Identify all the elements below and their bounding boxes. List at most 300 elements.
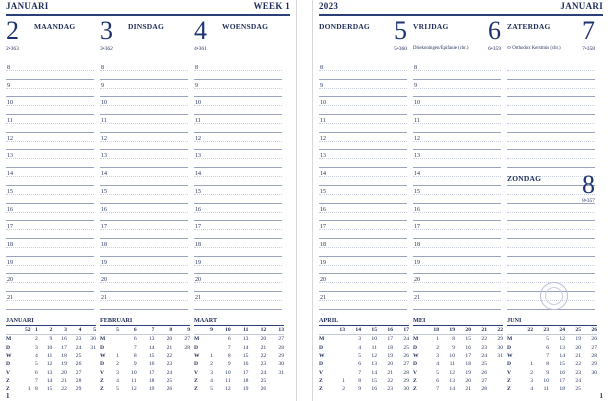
date-cell: 19	[61, 361, 67, 368]
date-cell: 1	[436, 336, 439, 343]
hour-row[interactable]	[6, 292, 94, 310]
day-number: 2	[6, 16, 19, 45]
day-number: 6	[488, 16, 501, 45]
day-of-year: 6•359	[488, 46, 501, 52]
date-cell: 7	[358, 369, 361, 376]
day-of-year: 4•361	[194, 46, 207, 52]
hour-row[interactable]	[319, 221, 407, 239]
hour-row[interactable]	[194, 80, 282, 98]
date-cell: 1	[116, 353, 119, 360]
hour-label: 17	[101, 224, 107, 231]
hour-row[interactable]	[194, 97, 282, 115]
hour-row[interactable]	[194, 150, 282, 168]
hour-row[interactable]	[413, 80, 501, 98]
hour-row[interactable]	[413, 97, 501, 115]
hour-label: 16	[414, 206, 420, 213]
date-cell: 16	[559, 369, 565, 376]
hour-row[interactable]	[319, 186, 407, 204]
hour-row[interactable]	[100, 257, 188, 275]
day-of-year: 8•357	[582, 198, 595, 204]
hour-label: 14	[7, 171, 13, 178]
date-cell: 2	[436, 344, 439, 351]
hour-row[interactable]	[413, 204, 501, 222]
date-cell: 26	[591, 336, 597, 343]
hour-row[interactable]	[100, 97, 188, 115]
week-number: 19	[439, 326, 455, 335]
hour-label: 9	[320, 82, 323, 89]
date-cell: 16	[148, 361, 155, 368]
date-cell: 18	[61, 353, 67, 360]
hour-row[interactable]	[6, 204, 94, 222]
hour-row[interactable]	[507, 97, 595, 115]
hour-row[interactable]	[6, 274, 94, 292]
date-cell: 29	[403, 377, 409, 384]
hour-row[interactable]	[100, 239, 188, 257]
weekday-letter: D	[194, 344, 199, 351]
date-cell: 27	[591, 344, 597, 351]
hour-row[interactable]	[413, 168, 501, 186]
weekday-letter: Z	[6, 377, 10, 384]
date-cell	[487, 377, 503, 385]
day-name: MAANDAG	[34, 22, 76, 31]
date-cell: 24	[481, 353, 487, 360]
date-cell: 31	[278, 369, 284, 376]
date-cell: 3	[35, 344, 38, 351]
mini-calendar-title: JANUARI	[6, 317, 96, 326]
hour-label: 12	[320, 135, 326, 142]
weekday-letter: W	[194, 353, 200, 360]
date-cell: 24	[575, 377, 581, 384]
date-cell: 7	[436, 386, 439, 393]
date-cell: 28	[75, 377, 82, 384]
weekday-letter: Z	[507, 386, 511, 393]
hour-label: 8	[195, 65, 198, 71]
hour-row[interactable]	[319, 274, 407, 292]
date-cell: 25	[481, 361, 487, 368]
hour-label: 19	[7, 259, 13, 266]
week-number: 13	[266, 326, 284, 335]
hour-row[interactable]	[194, 168, 282, 186]
date-cell: 9	[49, 336, 53, 343]
hour-label: 12	[101, 135, 107, 142]
date-cell	[110, 335, 119, 344]
hour-row[interactable]	[6, 80, 94, 98]
date-cell: 22	[387, 377, 393, 384]
left-page-header	[6, 0, 290, 16]
hour-label: 16	[195, 206, 201, 213]
hour-row[interactable]	[507, 239, 595, 257]
day-name: VRIJDAG	[413, 22, 449, 31]
hour-row[interactable]	[319, 115, 407, 133]
week-number: 2	[38, 326, 53, 335]
hour-row[interactable]	[6, 257, 94, 275]
date-cell	[81, 360, 96, 368]
hour-row[interactable]	[100, 133, 188, 151]
hour-row[interactable]	[319, 80, 407, 98]
month-label: JANUARI	[560, 1, 603, 11]
hour-label: 15	[195, 188, 201, 195]
date-cell: 11	[225, 377, 231, 384]
date-cell	[329, 335, 345, 344]
week-number: 18	[423, 326, 439, 335]
hour-row[interactable]	[413, 150, 501, 168]
date-cell: 5	[210, 386, 213, 393]
holiday-note: Driekoningen/Epifanie (chr.)	[413, 46, 469, 51]
hour-label: 17	[320, 224, 326, 231]
weekday-letter: D	[194, 361, 199, 368]
hour-row[interactable]	[319, 62, 407, 80]
week-number: 22	[517, 326, 533, 335]
hour-row[interactable]	[319, 292, 407, 310]
hour-label: 11	[414, 118, 420, 125]
date-cell: 27	[403, 361, 409, 368]
weekday-letter: V	[507, 369, 512, 376]
date-cell	[204, 344, 213, 352]
date-cell: 11	[46, 353, 53, 360]
date-cell: 20	[465, 377, 471, 384]
date-cell: 10	[371, 336, 377, 343]
hour-row[interactable]	[194, 292, 282, 310]
date-cell: 11	[449, 361, 455, 368]
hour-row[interactable]	[413, 292, 501, 310]
hour-row[interactable]	[100, 115, 188, 133]
date-cell: 18	[465, 361, 471, 368]
hour-label: 14	[195, 171, 201, 178]
date-cell: 6	[35, 369, 38, 376]
hour-row[interactable]	[413, 257, 501, 275]
hour-label: 11	[320, 118, 326, 125]
hour-row[interactable]	[6, 221, 94, 239]
date-cell: 28	[184, 344, 190, 351]
week-number: 22	[487, 326, 503, 335]
mini-calendar-title: FEBRUARI	[100, 317, 190, 326]
date-cell: 18	[559, 386, 565, 393]
date-cell: 17	[465, 353, 471, 360]
date-cell	[81, 377, 96, 385]
date-cell: 13	[559, 344, 565, 351]
date-cell: 22	[481, 336, 487, 343]
date-cell: 20	[260, 336, 267, 343]
hour-row[interactable]	[413, 115, 501, 133]
date-cell: 26	[403, 353, 409, 360]
date-cell: 6	[436, 377, 439, 384]
weekday-letter: D	[319, 361, 324, 368]
hour-row[interactable]	[100, 274, 188, 292]
date-cell: 1	[530, 361, 533, 368]
date-cell: 27	[481, 377, 487, 384]
hour-row[interactable]	[194, 274, 282, 292]
hour-row[interactable]	[194, 221, 282, 239]
hour-row[interactable]	[194, 186, 282, 204]
hour-row[interactable]	[100, 186, 188, 204]
hour-row[interactable]	[507, 133, 595, 151]
date-cell: 8	[546, 361, 549, 368]
date-cell	[487, 360, 503, 368]
date-cell: 6	[227, 336, 231, 343]
date-cell: 10	[46, 344, 53, 351]
day-name: ZATERDAG	[507, 22, 551, 31]
date-cell: 24	[75, 344, 82, 351]
hour-label: 14	[101, 171, 107, 178]
date-cell: 6	[546, 344, 549, 351]
date-cell: 20	[166, 336, 173, 343]
hour-label: 13	[195, 153, 201, 160]
hour-row[interactable]	[319, 150, 407, 168]
date-cell: 20	[387, 361, 393, 368]
date-cell	[329, 344, 345, 352]
weekday-letter: V	[319, 369, 324, 376]
week-number: 11	[231, 326, 249, 335]
hour-row[interactable]	[6, 150, 94, 168]
hour-row[interactable]	[194, 133, 282, 151]
hour-label: 13	[320, 153, 326, 160]
hour-row[interactable]	[194, 257, 282, 275]
hour-label: 17	[414, 224, 420, 231]
hour-row[interactable]	[194, 62, 282, 80]
hour-label: 10	[320, 100, 326, 107]
date-cell: 13	[46, 369, 53, 376]
hour-label: 15	[101, 188, 107, 195]
date-cell	[172, 352, 190, 360]
hour-label: 13	[414, 153, 420, 160]
week-number: 16	[377, 326, 393, 335]
sunday-block	[507, 172, 595, 232]
weekday-letter: D	[319, 344, 324, 351]
hour-label: 8	[7, 65, 10, 71]
date-cell: 28	[278, 344, 284, 351]
hour-row[interactable]	[100, 62, 188, 80]
hour-label: 21	[414, 294, 420, 301]
hour-row[interactable]	[413, 62, 501, 80]
date-cell: 27	[184, 336, 190, 343]
date-cell	[81, 352, 96, 360]
weekday-letter: W	[413, 353, 419, 360]
year-label: 2023	[319, 1, 339, 11]
hour-row[interactable]	[413, 186, 501, 204]
weekday-letter: V	[194, 369, 199, 376]
week-number: 7	[137, 326, 155, 335]
hour-row[interactable]	[6, 115, 94, 133]
hour-label: 21	[101, 294, 107, 301]
weekday-letter: M	[194, 336, 200, 343]
date-cell: 2	[530, 369, 533, 376]
hour-row[interactable]	[319, 133, 407, 151]
date-cell: 30	[90, 336, 96, 343]
weekday-letter: Z	[194, 386, 198, 393]
date-cell: 14	[148, 344, 155, 351]
mini-calendar-februari	[100, 317, 190, 393]
hour-label: 8	[414, 65, 417, 71]
hour-row[interactable]	[507, 80, 595, 98]
date-cell: 5	[116, 386, 119, 393]
week-number: 5	[110, 326, 119, 335]
hour-row[interactable]	[100, 150, 188, 168]
date-cell: 20	[61, 369, 67, 376]
hour-row[interactable]	[100, 168, 188, 186]
date-cell: 29	[591, 361, 597, 368]
date-cell	[81, 368, 96, 376]
date-cell: 2	[342, 386, 345, 393]
page-number: 1	[599, 392, 603, 400]
hour-label: 15	[320, 188, 326, 195]
hour-row[interactable]	[507, 62, 595, 80]
hour-row[interactable]	[507, 115, 595, 133]
date-cell	[16, 368, 31, 376]
date-cell: 5	[35, 361, 38, 368]
hour-row[interactable]	[319, 239, 407, 257]
hour-row[interactable]	[6, 133, 94, 151]
date-cell	[329, 360, 345, 368]
date-cell: 19	[465, 369, 471, 376]
date-cell	[517, 352, 533, 360]
weekday-letter: V	[6, 369, 11, 376]
hour-label: 11	[101, 118, 107, 125]
date-cell: 30	[497, 344, 503, 351]
date-cell: 9	[227, 361, 231, 368]
hour-label: 15	[414, 188, 420, 195]
date-cell: 15	[559, 361, 565, 368]
weekday-letter: W	[100, 353, 106, 360]
date-cell	[172, 385, 190, 393]
date-cell: 18	[387, 344, 393, 351]
date-cell: 8	[227, 353, 231, 360]
date-cell: 21	[387, 369, 393, 376]
hour-row[interactable]	[6, 239, 94, 257]
date-cell: 21	[61, 377, 67, 384]
date-cell: 13	[242, 336, 249, 343]
hour-row[interactable]	[100, 292, 188, 310]
hour-row[interactable]	[100, 80, 188, 98]
weekday-letter: Z	[319, 377, 323, 384]
date-cell	[517, 344, 533, 352]
date-cell: 22	[166, 353, 173, 360]
week-number: 17	[393, 326, 409, 335]
hour-label: 18	[101, 241, 107, 248]
hour-label: 19	[320, 259, 326, 266]
date-cell: 13	[371, 361, 377, 368]
hour-row[interactable]	[319, 204, 407, 222]
holiday-note: ⊙ Orthodox Kerstmis (chr.)	[507, 46, 561, 51]
hour-label: 21	[320, 294, 326, 301]
date-cell: 28	[403, 369, 409, 376]
date-cell: 3	[210, 369, 213, 376]
date-cell	[204, 335, 213, 344]
hour-row[interactable]	[413, 274, 501, 292]
hour-label: 21	[7, 294, 13, 301]
date-cell: 17	[242, 369, 249, 376]
weekday-letter: W	[507, 353, 513, 360]
date-cell	[172, 377, 190, 385]
date-cell: 2	[116, 361, 119, 368]
hour-slots	[413, 62, 501, 310]
hour-row[interactable]	[6, 168, 94, 186]
hour-row[interactable]	[100, 204, 188, 222]
date-cell: 8	[452, 336, 455, 343]
weekday-letter: D	[507, 361, 512, 368]
hour-label: 20	[7, 277, 13, 284]
date-cell: 9	[358, 386, 361, 393]
date-cell: 16	[371, 386, 377, 393]
hour-row[interactable]	[413, 239, 501, 257]
date-cell: 4	[358, 344, 361, 351]
weekday-letter: V	[413, 369, 418, 376]
hour-row[interactable]	[6, 97, 94, 115]
day-name: DONDERDAG	[319, 22, 370, 31]
date-cell: 18	[242, 377, 249, 384]
date-cell: 9	[133, 361, 137, 368]
date-cell: 15	[465, 336, 471, 343]
day-column-monday	[6, 16, 94, 301]
date-cell: 12	[46, 361, 53, 368]
hour-row[interactable]	[319, 257, 407, 275]
date-cell: 3	[116, 369, 119, 376]
date-cell: 30	[591, 369, 597, 376]
weekday-letter: Z	[194, 377, 198, 384]
hour-label: 18	[7, 241, 13, 248]
weekday-letter: M	[100, 336, 106, 343]
hour-label: 19	[414, 259, 420, 266]
date-cell: 26	[166, 386, 173, 393]
week-number: 8	[154, 326, 172, 335]
hour-row[interactable]	[507, 257, 595, 275]
date-cell: 4	[210, 377, 213, 384]
hour-row[interactable]	[6, 62, 94, 80]
date-cell: 1	[342, 377, 345, 384]
hour-label: 11	[7, 118, 13, 125]
weekday-letter: M	[6, 336, 12, 343]
date-cell	[266, 377, 284, 385]
date-cell: 21	[260, 344, 267, 351]
hour-slots	[194, 62, 282, 310]
hour-row[interactable]	[413, 221, 501, 239]
hour-row[interactable]	[507, 150, 595, 168]
date-cell: 5	[358, 353, 361, 360]
date-cell: 10	[449, 353, 455, 360]
hour-row[interactable]	[194, 239, 282, 257]
hour-row[interactable]	[319, 168, 407, 186]
day-of-year: 3•362	[100, 46, 113, 52]
day-number: 5	[394, 16, 407, 45]
weekday-letter: M	[319, 336, 325, 343]
hour-label: 18	[414, 241, 420, 248]
right-page-header	[319, 0, 603, 16]
hour-label: 10	[414, 100, 420, 107]
date-cell: 29	[75, 386, 82, 393]
date-cell: 10	[131, 369, 137, 376]
week-number: 21	[471, 326, 487, 335]
date-cell: 27	[75, 369, 82, 376]
date-cell	[329, 352, 345, 360]
hour-row[interactable]	[319, 97, 407, 115]
hour-label: 9	[195, 82, 198, 89]
date-cell: 18	[148, 377, 155, 384]
date-cell: 14	[371, 369, 377, 376]
hour-row[interactable]	[100, 221, 188, 239]
hour-label: 12	[195, 135, 201, 142]
page-number: 1	[6, 392, 10, 400]
date-cell: 3	[530, 377, 533, 384]
hour-row[interactable]	[194, 115, 282, 133]
hour-row[interactable]	[413, 133, 501, 151]
date-cell: 16	[465, 344, 471, 351]
hour-row[interactable]	[194, 204, 282, 222]
date-cell: 1	[27, 386, 31, 393]
week-label: WEEK 1	[253, 1, 290, 11]
hour-row[interactable]	[6, 186, 94, 204]
week-number: 24	[549, 326, 565, 335]
month-label: JANUARI	[6, 1, 49, 11]
date-cell: 31	[497, 353, 503, 360]
